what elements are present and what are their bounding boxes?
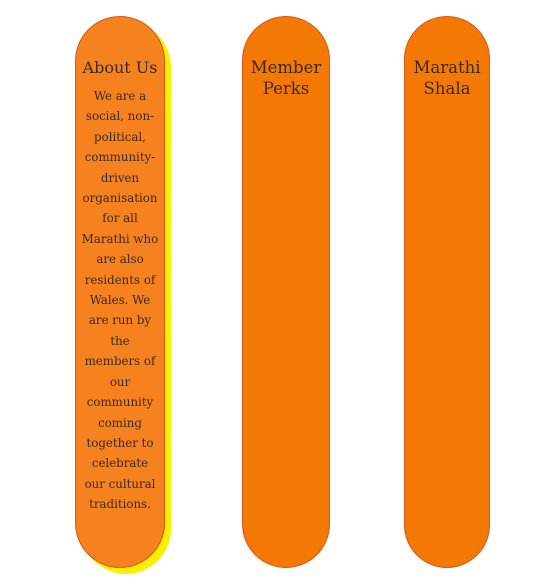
- about-us-card[interactable]: [75, 16, 165, 568]
- about-us-description: We are a social, non-political, community-driven organisation for all Marathi who are also residents of Wales. We are run by the members of our community coming together to celebrate our cultural traditions.: [81, 89, 159, 512]
- marathi-shala-title: Marathi Shala: [413, 58, 481, 98]
- member-perks-title: Member Perks: [250, 58, 322, 98]
- marathi-shala-card[interactable]: [404, 16, 490, 568]
- member-perks-card[interactable]: [242, 16, 330, 568]
- about-us-title: About Us: [82, 58, 158, 77]
